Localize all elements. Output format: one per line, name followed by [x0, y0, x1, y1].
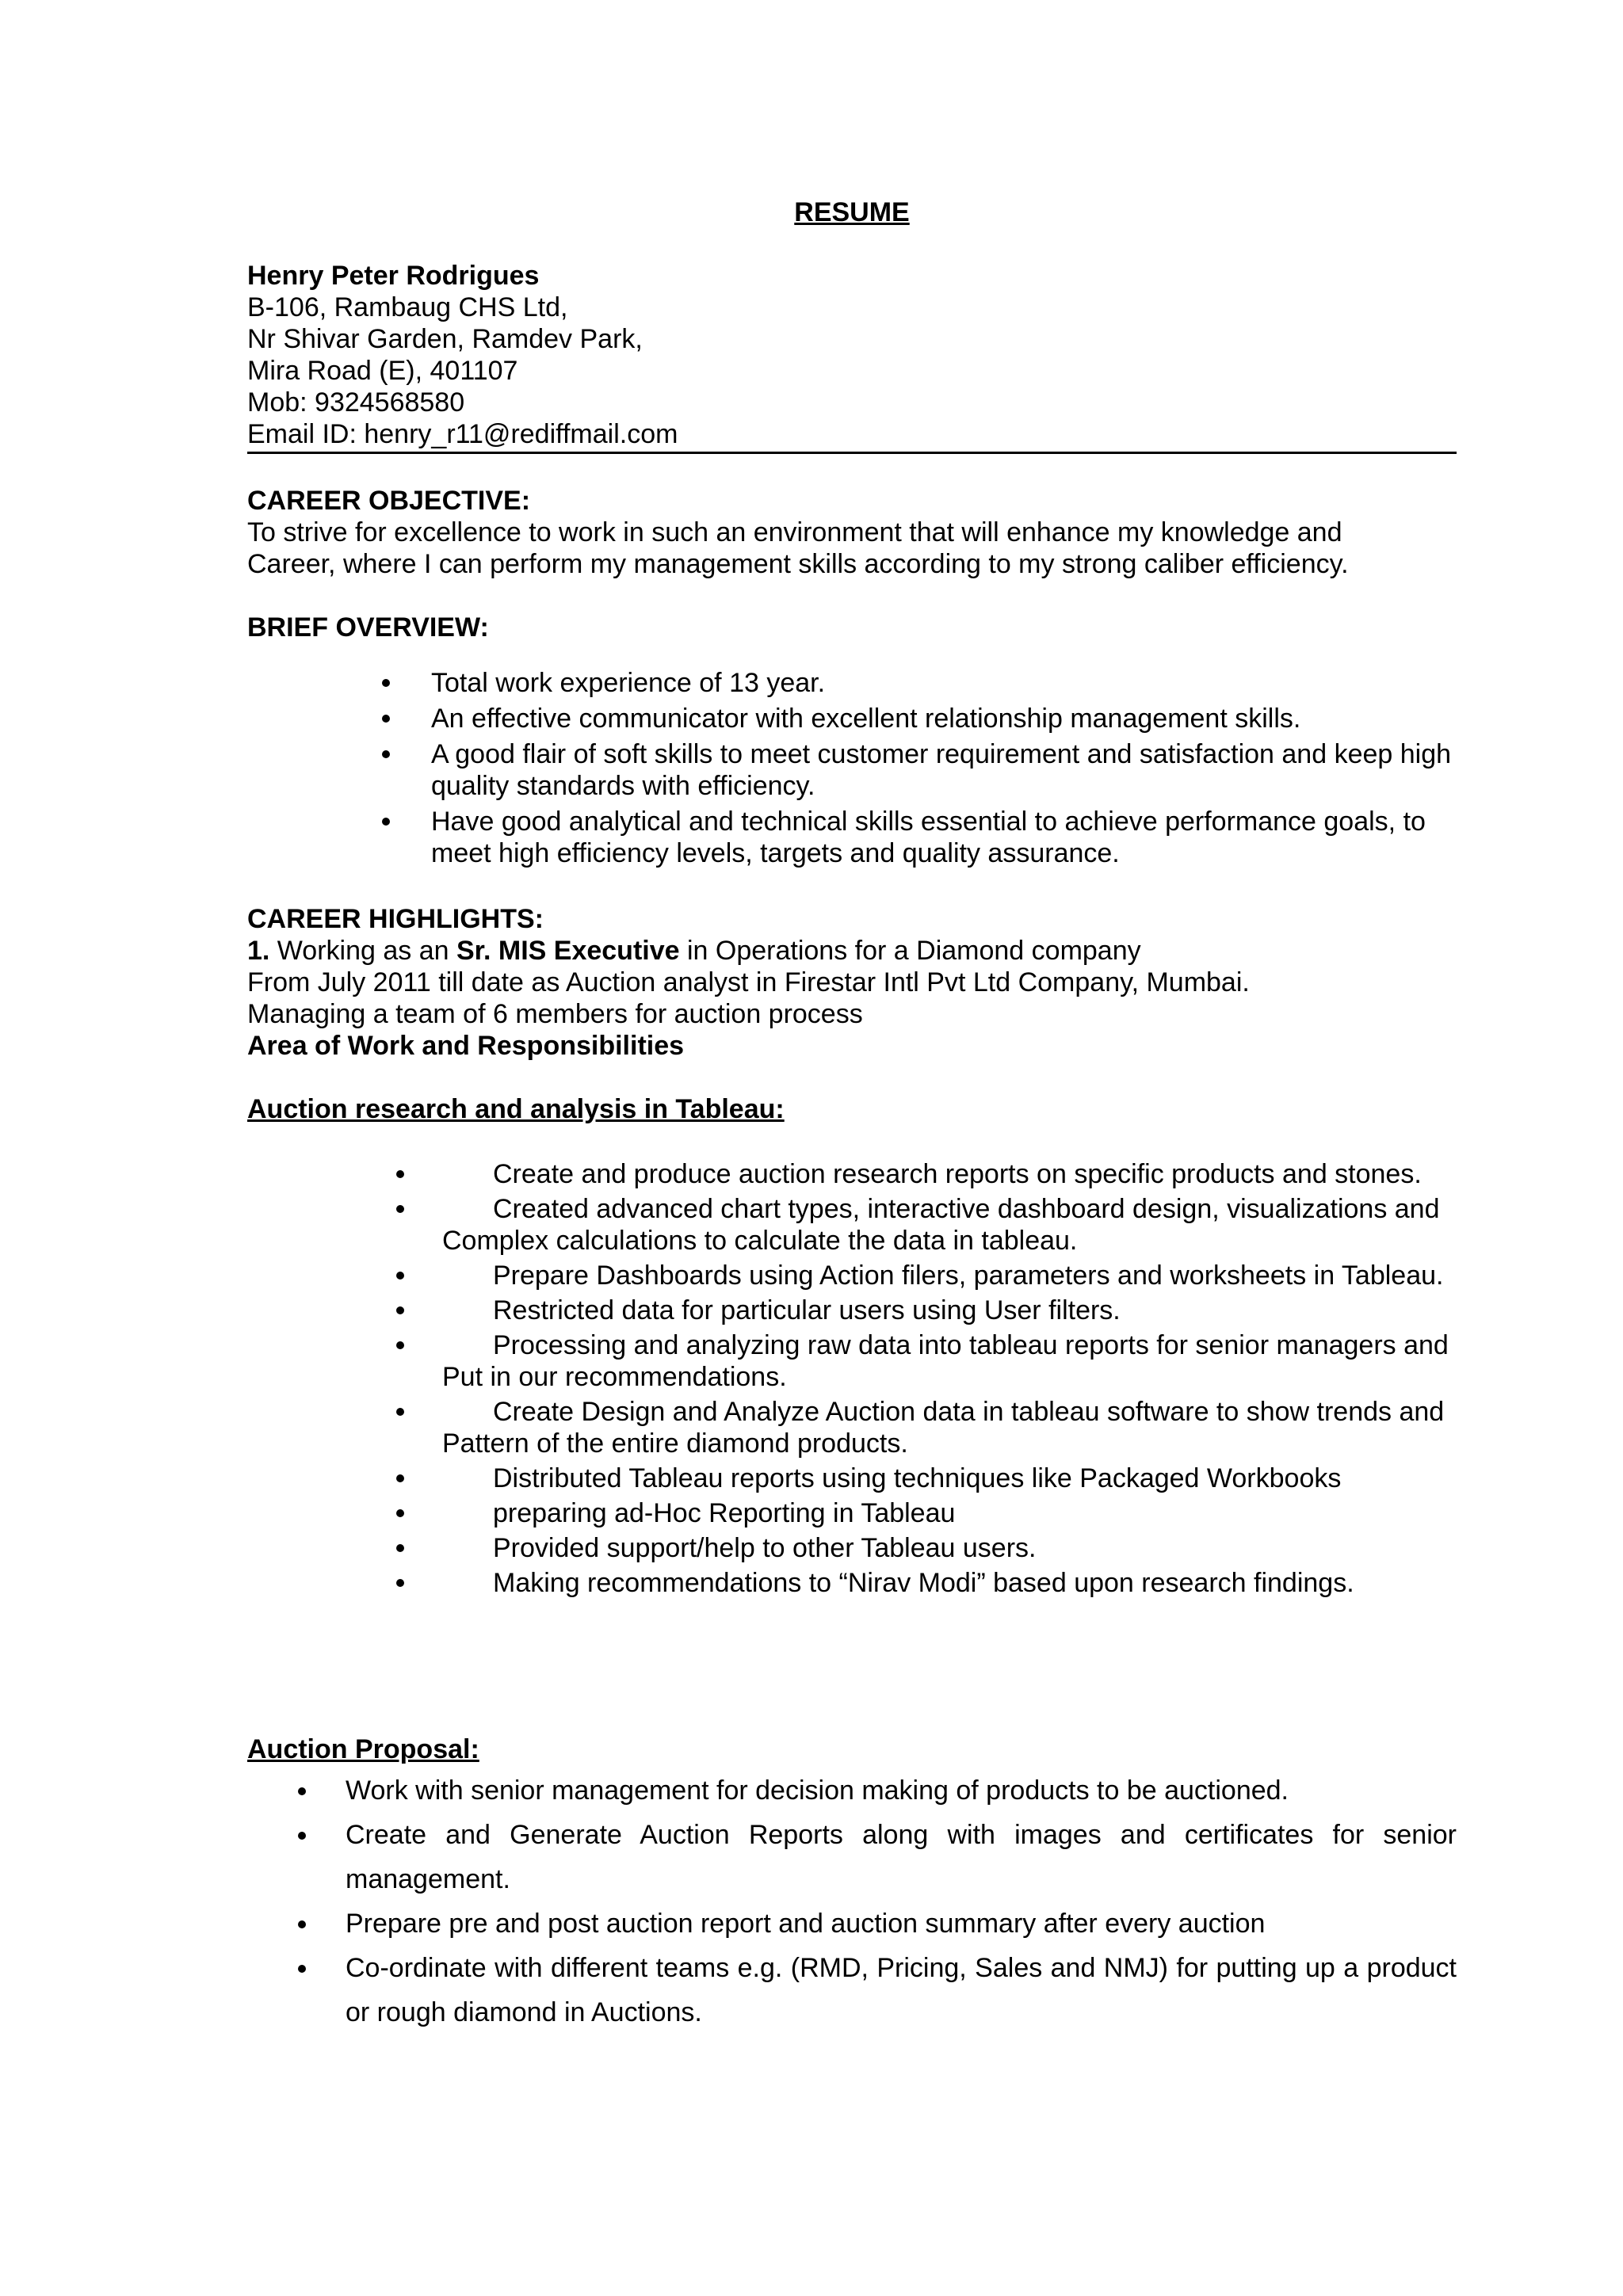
employment-line: From July 2011 till date as Auction analyst in Firestar Intl Pvt Ltd Company, Mumbai.: [247, 967, 1250, 997]
list-item: An effective communicator with excellent relationship management skills.: [247, 703, 1457, 734]
auction-proposal-section: [247, 1733, 1457, 2035]
bullet-icon: [396, 1170, 404, 1178]
list-item: Provided support/help to other Tableau users.: [247, 1532, 1457, 1564]
career-highlights-heading: CAREER HIGHLIGHTS:: [247, 904, 544, 934]
list-item: Total work experience of 13 year.: [247, 667, 1457, 699]
email-address: Email ID: henry_r11@rediffmail.com: [247, 419, 678, 449]
tableau-list: [247, 1158, 1457, 1599]
list-item: Create and Generate Auction Reports along with images and certificates for senior management.: [247, 1813, 1457, 1901]
bullet-icon: [382, 750, 390, 758]
bullet-icon: [396, 1272, 404, 1280]
list-item: A good flair of soft skills to meet customer requirement and satisfaction and keep high quality standards with efficiency.: [247, 738, 1457, 802]
header-divider: [247, 452, 1457, 454]
bullet-icon: [298, 1965, 306, 1973]
bullet-icon: [298, 1787, 306, 1795]
bullet-icon: [396, 1408, 404, 1416]
bullet-icon: [382, 679, 390, 687]
mobile-number: Mob: 9324568580: [247, 387, 465, 418]
bullet-icon: [298, 1832, 306, 1840]
bullet-icon: [396, 1544, 404, 1552]
bullet-icon: [396, 1509, 404, 1517]
brief-overview-list: [247, 667, 1457, 869]
address-line-3: Mira Road (E), 401107: [247, 356, 518, 386]
address-line-1: B-106, Rambaug CHS Ltd,: [247, 292, 568, 322]
list-item: Processing and analyzing raw data into tableau reports for senior managers and Put in our recommendations.: [247, 1329, 1457, 1393]
brief-overview-section: [247, 612, 1457, 873]
bullet-icon: [382, 818, 390, 826]
list-item: Distributed Tableau reports using techniques like Packaged Workbooks: [247, 1463, 1457, 1494]
list-item: Making recommendations to “Nirav Modi” based upon research findings.: [247, 1567, 1457, 1599]
responsibilities-heading: Area of Work and Responsibilities: [247, 1031, 685, 1061]
list-item: Restricted data for particular users using User filters.: [247, 1295, 1457, 1326]
career-objective-section: [247, 485, 1457, 580]
list-item: Co-ordinate with different teams e.g. (RMD, Pricing, Sales and NMJ) for putting up a product or rough diamond in Auctions.: [247, 1946, 1457, 2035]
bullet-icon: [382, 715, 390, 723]
bullet-icon: [396, 1205, 404, 1213]
bullet-icon: [396, 1579, 404, 1587]
tableau-section: [247, 1093, 1457, 1602]
career-objective-line: To strive for excellence to work in such an environment that will enhance my knowledge and: [247, 517, 1342, 547]
list-item: Prepare pre and post auction report and auction summary after every auction: [247, 1901, 1457, 1946]
list-item: Create Design and Analyze Auction data in tableau software to show trends and Pattern of the entire diamond products.: [247, 1396, 1457, 1459]
tableau-heading: Auction research and analysis in Tableau:: [247, 1094, 785, 1124]
career-objective-heading: CAREER OBJECTIVE:: [247, 486, 531, 516]
bullet-icon: [396, 1306, 404, 1314]
document-title: RESUME: [794, 197, 910, 227]
brief-overview-heading: BRIEF OVERVIEW:: [247, 612, 489, 643]
career-highlights-section: [247, 903, 1457, 1062]
list-item: Created advanced chart types, interactive dashboard design, visualizations and Complex calculations to calculate the data in tableau.: [247, 1193, 1457, 1257]
position-line: 1. Working as an Sr. MIS Executive in Operations for a Diamond company: [247, 936, 1141, 966]
career-objective-line: Career, where I can perform my management skills according to my strong caliber efficiency.: [247, 549, 1349, 579]
address-line-2: Nr Shivar Garden, Ramdev Park,: [247, 324, 643, 354]
auction-proposal-list: [247, 1768, 1457, 2035]
list-item: Prepare Dashboards using Action filers, parameters and worksheets in Tableau.: [247, 1260, 1457, 1291]
bullet-icon: [396, 1341, 404, 1349]
job-title: Sr. MIS Executive: [456, 936, 680, 966]
contact-block: [247, 260, 1457, 450]
list-item: Create and produce auction research reports on specific products and stones.: [247, 1158, 1457, 1190]
team-line: Managing a team of 6 members for auction process: [247, 999, 863, 1029]
list-item: Work with senior management for decision making of products to be auctioned.: [247, 1768, 1457, 1813]
auction-proposal-heading: Auction Proposal:: [247, 1734, 479, 1764]
bullet-icon: [298, 1920, 306, 1928]
list-item: preparing ad-Hoc Reporting in Tableau: [247, 1497, 1457, 1529]
bullet-icon: [396, 1474, 404, 1482]
list-item: Have good analytical and technical skills essential to achieve performance goals, to meet high efficiency levels, targets and quality assurance.: [247, 806, 1457, 869]
applicant-name: Henry Peter Rodrigues: [247, 261, 540, 291]
